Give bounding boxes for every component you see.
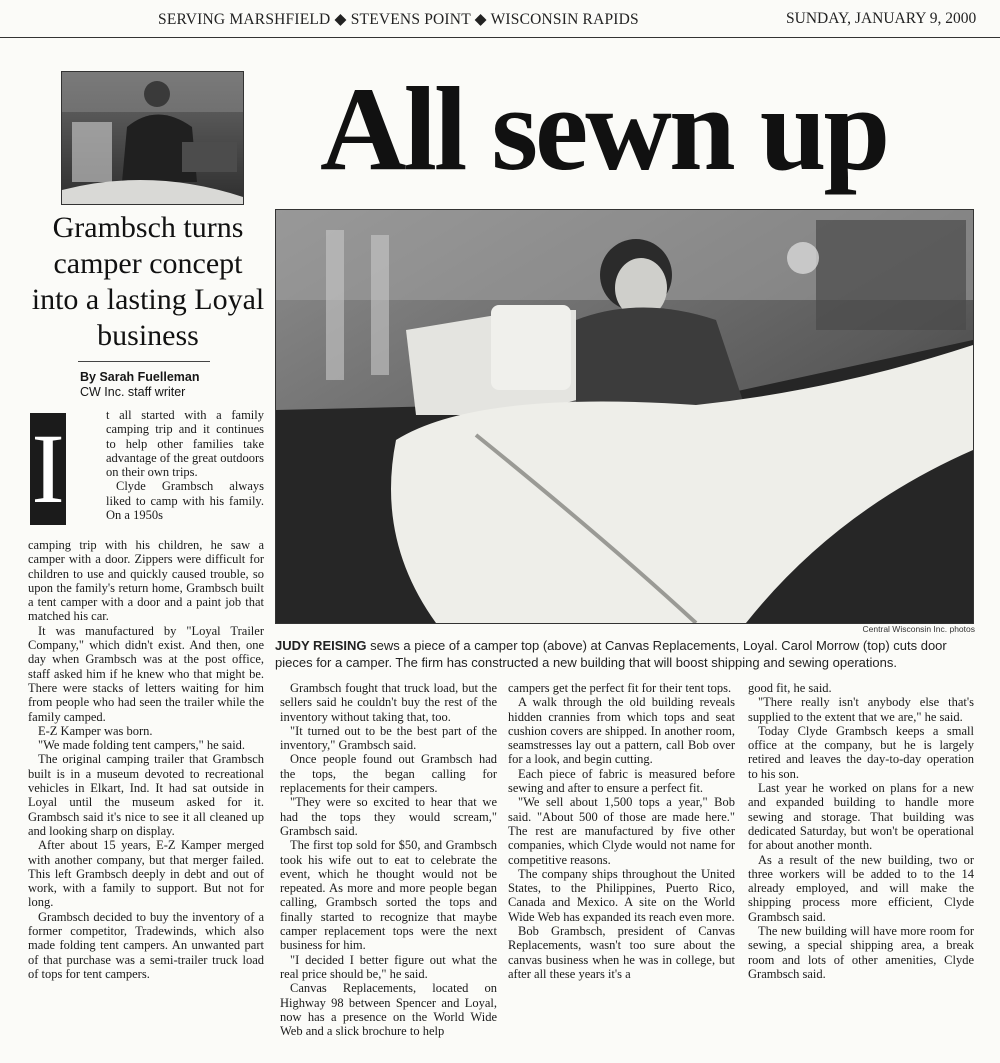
photo-small-image	[62, 72, 243, 204]
paragraph: Last year he worked on plans for a new and expanded building to handle more sewing and storage. That building was dedicated Saturday, but won't be operational for about another month.	[748, 781, 974, 853]
byline-role: CW Inc. staff writer	[80, 385, 186, 399]
header-cities: SERVING MARSHFIELD ◆ STEVENS POINT ◆ WISCONSIN RAPIDS	[158, 11, 639, 28]
paragraph: campers get the perfect fit for their tent tops.	[508, 681, 732, 695]
article-column-2	[280, 681, 497, 1038]
photo-main-image	[276, 210, 973, 623]
paragraph: "We made folding tent campers," he said.	[38, 738, 246, 753]
paragraph: "It turned out to be the best part of the inventory," Grambsch said.	[280, 723, 497, 753]
article-column-1	[28, 538, 264, 981]
article-column-4	[748, 681, 974, 981]
photo-judy-reising	[275, 209, 974, 624]
paragraph: "They were so excited to hear that we had the tops they would scream," Grambsch said.	[280, 795, 497, 838]
paragraph: Grambsch fought that truck load, but the sellers said he couldn't buy the rest of the inventory without taking that, too.	[280, 681, 497, 724]
paragraph: After about 15 years, E-Z Kamper merged with another company, but that merger failed. This left Grambsch deeply in debt and out of work, with a family to support. But not for long.	[28, 838, 264, 910]
paragraph: "I decided I better figure out what the real price should be," he said.	[280, 952, 497, 981]
paragraph: camping trip with his children, he saw a camper with a door. Zippers were difficult for children to use and quickly caused trouble, so upon the family's return home, Grambsch built a tent camper with a door and a paint job that matched his car.	[28, 538, 264, 624]
paragraph: Each piece of fabric is measured before sewing and after to ensure a perfect fit.	[508, 766, 735, 796]
photo-caption	[275, 637, 975, 671]
paragraph: Clyde Grambsch always liked to camp with his family. On a 1950s	[106, 479, 264, 523]
header-date: SUNDAY, JANUARY 9, 2000	[786, 10, 977, 27]
caption-name: JUDY REISING	[275, 638, 367, 653]
paragraph: Today Clyde Grambsch keeps a small office at the company, but he is largely retired and leaves the day-to-day operation to his son.	[748, 723, 974, 781]
photo-carol-morrow	[61, 71, 244, 205]
paragraph: Canvas Replacements, located on Highway 98 between Spencer and Loyal, now has a presence on the World Wide Web and a slick brochure to help	[280, 981, 497, 1039]
paragraph: The company ships throughout the United States, to the Philippines, Puerto Rico, Canada and Mexico. A site on the World Wide Web has expanded its reach even more.	[508, 866, 735, 924]
headline: All sewn up	[320, 62, 888, 195]
byline	[80, 370, 250, 400]
paragraph: t all started with a family camping trip and it continues to help other families take advantage of the great outdoors on their own trips.	[106, 408, 264, 480]
paragraph: The original camping trailer that Grambsch built is in a museum devoted to recreational vehicles in Elkart, Ind. It had sat outside in Loyal until the museum asked for it. Grambsch said it's nice to see it all cleaned up and looking sharp on display.	[28, 752, 264, 838]
paragraph: The first top sold for $50, and Grambsch took his wife out to eat to celebrate the event, which he thought would not be repeated. As more and more people began calling, Grambsch sorted the tops and finally started to recognize that maybe camper replacement tops were the next business for him.	[280, 838, 497, 953]
drop-cap: I	[31, 413, 65, 524]
header-rule	[0, 37, 1000, 38]
paragraph: good fit, he said.	[748, 681, 832, 695]
paragraph: Once people found out Grambsch had the tops, the began calling for replacements for their campers.	[280, 752, 497, 796]
paragraph: E-Z Kamper was born.	[38, 723, 153, 738]
subhead: Grambsch turns camper concept into a lasting Loyal business	[31, 211, 265, 352]
byline-author: By Sarah Fuelleman	[80, 370, 200, 384]
paragraph: Bob Grambsch, president of Canvas Replacements, wasn't too sure about the canvas business when he was in college, but after all these years it's a	[508, 924, 735, 981]
paragraph: Grambsch decided to buy the inventory of a former competitor, Tradewinds, which also made folding tent campers. An unwanted part of that purchase was a semi-trailer truck load of tops for tent campers.	[28, 909, 264, 981]
photo-credit: Central Wisconsin Inc. photos	[862, 624, 975, 634]
byline-rule	[78, 361, 210, 362]
caption-text: sews a piece of a camper top (above) at Canvas Replacements, Loyal. Carol Morrow (top) cuts door pieces for a camper. The firm has constructed a new building that will boost shipping and sewing operations.	[275, 638, 947, 670]
paragraph: A walk through the old building reveals hidden crannies from which tops and seat cushion covers are shipped. In another room, seamstresses lay out a pattern, call Bob over for a look, and begin cutting.	[508, 695, 735, 767]
paragraph: The new building will have more room for sewing, a special shipping area, a break room and lots of other amenities, Clyde Grambsch said.	[748, 924, 974, 981]
paragraph: As a result of the new building, two or three workers will be added to to the 14 already employed, and will make the shipping process more efficient, Clyde Grambsch said.	[748, 852, 974, 924]
paragraph: "We sell about 1,500 tops a year," Bob said. "About 500 of those are made here." The rest are manufactured by five other companies, which Clyde would not name for competitive reasons.	[508, 795, 735, 867]
paragraph: "There really isn't anybody else that's supplied to the extent that we are," he said.	[748, 695, 974, 724]
article-column-3	[508, 681, 735, 981]
paragraph: It was manufactured by "Loyal Trailer Company," which didn't exist. And then, one day when Grambsch was at the post office, staff asked him if he knew who that might be. There were stacks of letters waiting for him from people who had seen the trailer while the family camped.	[28, 623, 264, 724]
article-column-1-top	[106, 408, 264, 522]
